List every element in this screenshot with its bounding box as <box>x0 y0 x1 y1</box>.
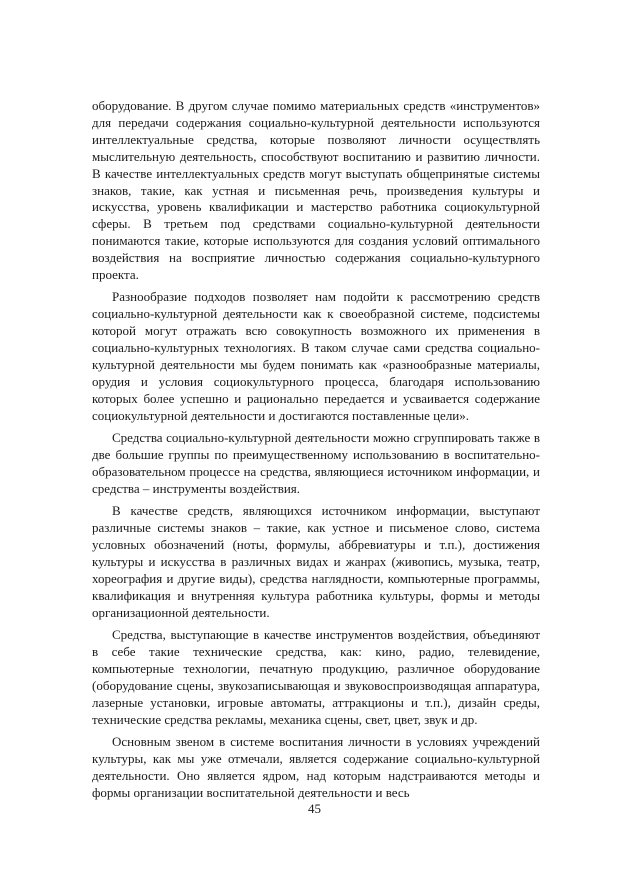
page-number: 45 <box>308 801 321 816</box>
paragraph-instruments: Средства, выступающие в качестве инструментов воздействия, объединяют в себе такие технические средства, как: кино, радио, телевидение, компьютерные технологии, печатную продукцию, различное оборудование (оборудование сцены, звукозаписывающая и звуковоспроизводящая аппаратура, лазерные установки, игровые автоматы, аттракционы и т.п.), дизайн среды, технические средства рекламы, механика сцены, свет, цвет, звук и др. <box>92 627 540 727</box>
paragraph-main-link: Основным звеном в системе воспитания личности в условиях учреждений культуры, как мы уже отмечали, является содержание социально-культурной деятельности. Оно является ядром, над которым надстраиваются методы и формы организации воспитательной деятельности и весь <box>92 734 540 800</box>
page-body <box>92 98 540 807</box>
paragraph-groups: Средства социально-культурной деятельности можно сгруппировать также в две большие группы по преимущественному использованию в воспитательно-образовательном процессе на средства, являющиеся источником информации, и средства – инструменты воздействия. <box>92 430 540 496</box>
paragraph-information-sources: В качестве средств, являющихся источником информации, выступают различные системы знаков – такие, как устное и письменое слово, система условных обозначений (ноты, формулы, аббревиатуры и т.п.), достижения культуры и искусства в различных видах и жанрах (живопись, музыка, театр, хореография и другие виды), средства наглядности, компьютерные программы, квалификация и внутренняя культура работника культуры, формы и методы организационной деятельности. <box>92 503 540 620</box>
paragraph-approaches: Разнообразие подходов позволяет нам подойти к рассмотрению средств социально-культурной деятельности как к своеобразной системе, подсистемы которой могут отражать всю совокупность возможного их применения в социально-культурных технологиях. В таком случае сами средства социально-культурной деятельности мы будем понимать как «разнообразные материалы, орудия и условия социокультурного процесса, благодаря использованию которых более успешно и рационально передается и усваивается содержание социокультурной деятельности и достигаются поставленные цели». <box>92 289 540 423</box>
paragraph-continuation: оборудование. В другом случае помимо материальных средств «инструментов» для передачи содержания социально-культурной деятельности используются интеллектуальные средства, которые позволяют личности осуществлять мыслительную деятельность, способствуют воспитанию и развитию личности. В качестве интеллектуальных средств могут выступать общепринятые системы знаков, такие, как устная и письменная речь, произведения культуры и искусства, уровень квалификации и мастерство работника социокультурной сферы. В третьем под средствами социально-культурной деятельности понимаются такие, которые используются для создания условий оптимального воздействия на восприятие личностью содержания социально-культурного проекта. <box>92 98 540 283</box>
